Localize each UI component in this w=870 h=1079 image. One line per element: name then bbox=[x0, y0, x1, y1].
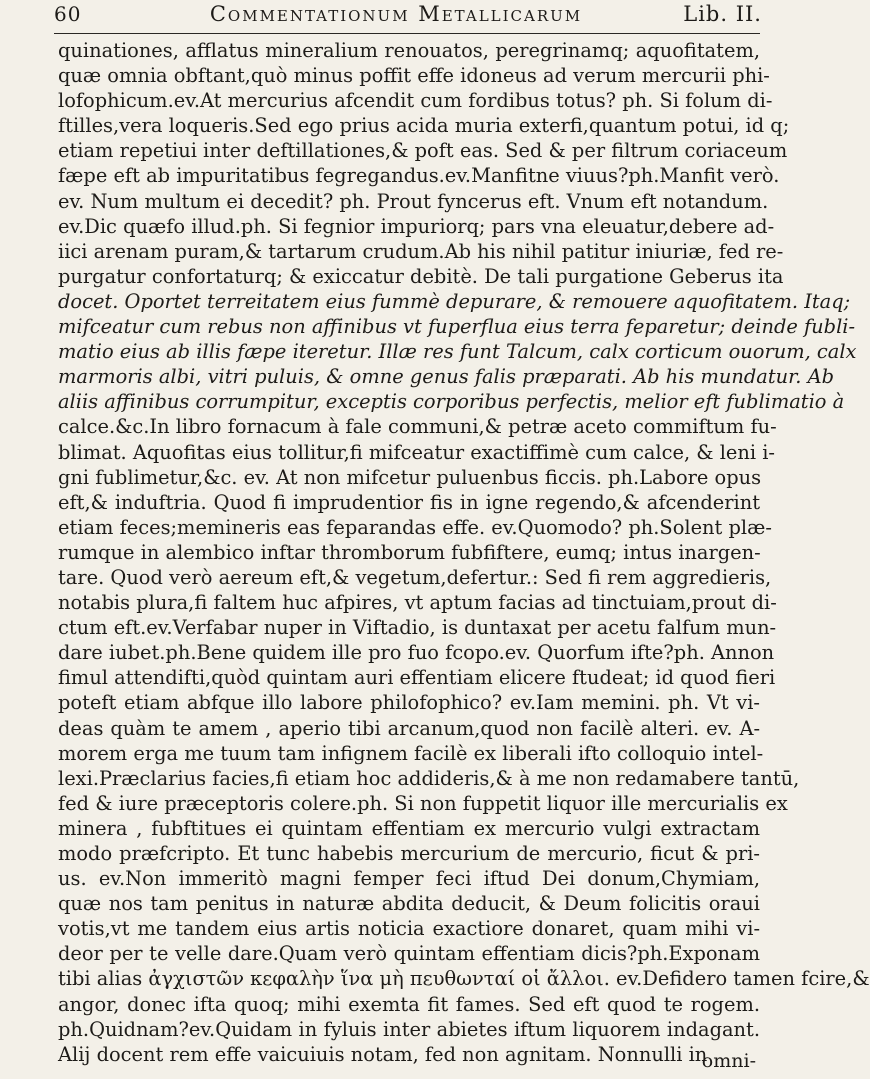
page-number: 60 bbox=[54, 2, 82, 26]
text-line: ctum eft.ev.Verfabar nuper in Viftadio, is duntaxat per acetu falfum mun- bbox=[58, 616, 777, 640]
text-line: quinationes, afflatus mineralium renouatos, peregrinamq; aquofitatem, bbox=[58, 39, 760, 62]
text-line: fæpe eft ab impuritatibus fegregandus.ev.Manfitne viuus?ph.Manfit verò. bbox=[58, 164, 780, 188]
text-line: iici arenam puram,& tartarum crudum.Ab his nihil patitur iniuriæ, fed re- bbox=[58, 239, 784, 263]
text-line: votis,vt me tandem eius artis noticia exactiore donaret, quam mihi vi- bbox=[58, 917, 760, 941]
text-line: eft,& induftria. Quod fi imprudentior fis in igne regendo,& afcenderint bbox=[58, 490, 760, 514]
running-title: Commentationum Metallicarum bbox=[209, 2, 583, 26]
text-line: modo præfcripto. Et tunc habebis mercurium de mercurio, ficut & pri- bbox=[58, 842, 760, 865]
text-line: tibi alias ἀγχιστῶν κεφαλὴν ἵνα μὴ πευθωνταί οἱ ἄλλοι. ev.Defidero tamen fcire,& bbox=[58, 967, 870, 991]
book-label: Lib. II. bbox=[683, 2, 762, 26]
text-line: morem erga me tuum tam infignem facilè ex liberali ifto colloquio intel- bbox=[58, 741, 764, 765]
catchword: omni- bbox=[701, 1050, 756, 1072]
text-line: fed & iure præceptoris colere.ph. Si non fuppetit liquor ille mercurialis ex bbox=[58, 791, 788, 815]
text-line: purgatur confortaturq; & exiccatur debitè. De tali purgatione Geberus ita bbox=[58, 264, 784, 288]
text-line: rumque in alembico inftar thromborum fubfiftere, eumq; intus inargen- bbox=[58, 540, 761, 564]
text-line: notabis plura,fi faltem huc afpires, vt aptum facias ad tinctuiam,prout di- bbox=[58, 591, 777, 615]
header-rule bbox=[54, 33, 760, 34]
text-line: aliis affinibus corrumpitur, exceptis corporibus perfectis, melior eft fublimatio à bbox=[58, 390, 845, 414]
text-line: ev. Num multum ei decedit? ph. Prout fyncerus eft. Vnum eft notandum. bbox=[58, 189, 769, 213]
text-line: lofophicum.ev.At mercurius afcendit cum fordibus totus? ph. Si folum di- bbox=[58, 89, 773, 113]
text-line: us. ev.Non immeritò magni femper feci iftud Dei donum,Chymiam, bbox=[58, 867, 760, 891]
text-line: mifceatur cum rebus non affinibus vt fuperflua eius terra feparetur; deinde fubli- bbox=[58, 315, 856, 339]
text-line: ftilles,vera loqueris.Sed ego prius acida muria exterfi,quantum potui, id q; bbox=[58, 114, 790, 138]
text-line: angor, donec ifta quoq; mihi exemta fit fames. Sed eft quod te rogem. bbox=[58, 992, 760, 1016]
text-line: calce.&c.In libro fornacum à fale communi,& petræ aceto commiftum fu- bbox=[58, 415, 777, 439]
text-line: etiam repetiui inter deftillationes,& poft eas. Sed & per filtrum coriaceum bbox=[58, 139, 788, 163]
text-line: deas quàm te amem , aperio tibi arcanum,quod non facilè alteri. ev. A- bbox=[58, 716, 760, 740]
text-line: minera , fubftitues ei quintam effentiam ex mercurio vulgi extractam bbox=[58, 816, 760, 840]
text-line: gni fublimetur,&c. ev. At non mifcetur puluenbus ficcis. ph.Labore opus bbox=[58, 465, 762, 489]
text-body bbox=[58, 38, 870, 1067]
text-line: blimat. Aquofitas eius tollitur,fi mifceatur exactiffimè cum calce, & leni i- bbox=[58, 440, 775, 464]
text-line: dare iubet.ph.Bene quidem ille pro fuo fcopo.ev. Quorfum ifte?ph. Annon bbox=[58, 641, 775, 665]
text-line: lexi.Præclarius facies,fi etiam hoc addideris,& à me non redamabere tantū, bbox=[58, 766, 800, 790]
text-line: matio eius ab illis fæpe iteretur. Illæ res funt Talcum, calx corticum ouorum, calx bbox=[58, 340, 857, 364]
text-line: marmoris albi, vitri puluis, & omne genus falis præparati. Ab his mundatur. Ab bbox=[58, 365, 834, 389]
running-header bbox=[54, 0, 762, 32]
text-line: quæ omnia obftant,quò minus poffit effe idoneus ad verum mercurii phi- bbox=[58, 64, 770, 88]
text-line: docet. Oportet terreitatem eius fummè depurare, & remouere aquofitatem. Itaq; bbox=[58, 289, 851, 313]
text-line: ev.Dic quæfo illud.ph. Si fegnior impuriorq; pars vna eleuatur,debere ad- bbox=[58, 214, 775, 238]
text-line: etiam feces;memineris eas feparandas effe. ev.Quomodo? ph.Solent plæ- bbox=[58, 515, 772, 539]
text-line: deor per te velle dare.Quam verò quintam effentiam dicis?ph.Exponam bbox=[58, 942, 760, 966]
text-line: fimul attendifti,quòd quintam auri effentiam elicere ftudeat; id quod fieri bbox=[58, 666, 776, 690]
text-line: quæ nos tam penitus in naturæ abdita deducit, & Deum folicitis oraui bbox=[58, 892, 760, 916]
text-line: tare. Quod verò aereum eft,& vegetum,defertur.: Sed fi rem aggredieris, bbox=[58, 565, 772, 589]
text-line: Alij docent rem effe vaicuiuis notam, fed non agnitam. Nonnulli in bbox=[58, 1042, 708, 1066]
text-line: ph.Quidnam?ev.Quidam in fyluis inter abietes iftum liquorem indagant. bbox=[58, 1017, 760, 1041]
text-line: poteft etiam abfque illo labore philofophico? ev.Iam memini. ph. Vt vi- bbox=[58, 691, 760, 715]
